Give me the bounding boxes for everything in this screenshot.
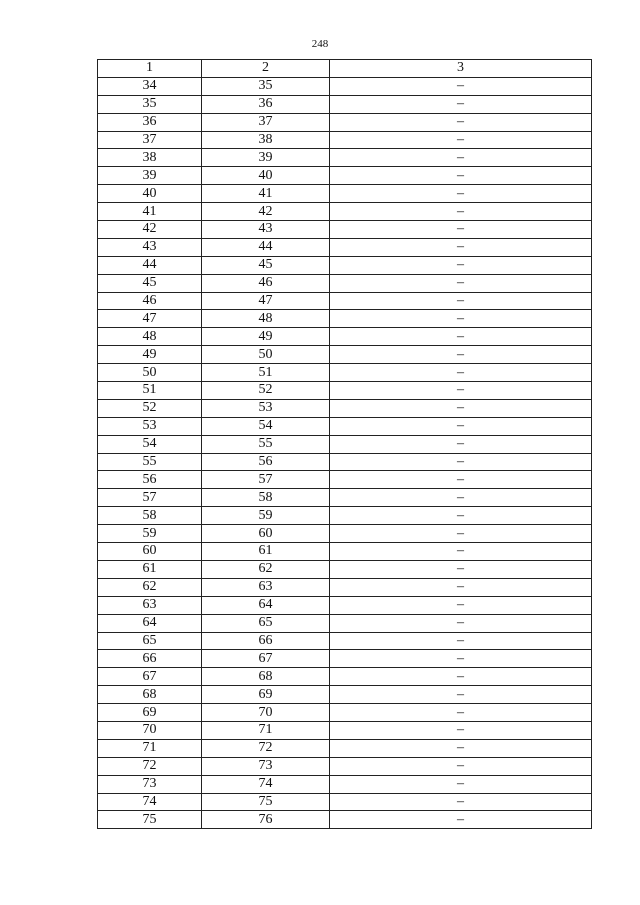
table-row (98, 149, 592, 167)
data-table (97, 59, 592, 829)
header-cell-col1: 1 (98, 60, 202, 78)
table-cell-col2: 54 (202, 417, 330, 435)
table-row (98, 346, 592, 364)
table-cell-col1: 73 (98, 775, 202, 793)
table-cell-col3: – (330, 238, 592, 256)
table-row (98, 274, 592, 292)
table-cell-col3: – (330, 328, 592, 346)
table-cell-col3: – (330, 149, 592, 167)
table-cell-col1: 72 (98, 757, 202, 775)
table-cell-col1: 44 (98, 256, 202, 274)
table-cell-col1: 57 (98, 489, 202, 507)
table-row (98, 95, 592, 113)
table-cell-col3: – (330, 77, 592, 95)
table-row (98, 364, 592, 382)
table-cell-col3: – (330, 632, 592, 650)
table-cell-col3: – (330, 668, 592, 686)
table-cell-col1: 48 (98, 328, 202, 346)
table-cell-col1: 47 (98, 310, 202, 328)
table-cell-col2: 48 (202, 310, 330, 328)
table-row (98, 560, 592, 578)
table-cell-col2: 43 (202, 221, 330, 239)
table-cell-col2: 35 (202, 77, 330, 95)
table-row (98, 507, 592, 525)
table-row (98, 811, 592, 829)
table-row (98, 704, 592, 722)
table-row (98, 614, 592, 632)
table-cell-col2: 63 (202, 578, 330, 596)
table-cell-col3: – (330, 560, 592, 578)
table-row (98, 578, 592, 596)
table-cell-col2: 71 (202, 721, 330, 739)
table-cell-col3: – (330, 221, 592, 239)
table-cell-col3: – (330, 113, 592, 131)
table-row (98, 399, 592, 417)
table-cell-col2: 56 (202, 453, 330, 471)
table-row (98, 203, 592, 221)
table-cell-col2: 73 (202, 757, 330, 775)
table-cell-col3: – (330, 453, 592, 471)
table-row (98, 417, 592, 435)
table-row (98, 77, 592, 95)
table-cell-col3: – (330, 274, 592, 292)
table-cell-col2: 37 (202, 113, 330, 131)
table-cell-col3: – (330, 364, 592, 382)
table-cell-col3: – (330, 596, 592, 614)
table-cell-col2: 38 (202, 131, 330, 149)
table-cell-col1: 45 (98, 274, 202, 292)
table-cell-col2: 39 (202, 149, 330, 167)
table-row (98, 525, 592, 543)
table-cell-col1: 41 (98, 203, 202, 221)
table-cell-col2: 76 (202, 811, 330, 829)
table-cell-col1: 67 (98, 668, 202, 686)
table-row (98, 596, 592, 614)
table-row (98, 668, 592, 686)
table-cell-col1: 55 (98, 453, 202, 471)
table-cell-col1: 39 (98, 167, 202, 185)
table-row (98, 221, 592, 239)
table-cell-col2: 59 (202, 507, 330, 525)
table-cell-col2: 72 (202, 739, 330, 757)
table-cell-col2: 50 (202, 346, 330, 364)
table-cell-col1: 66 (98, 650, 202, 668)
table-cell-col1: 46 (98, 292, 202, 310)
table-cell-col1: 69 (98, 704, 202, 722)
table-cell-col2: 67 (202, 650, 330, 668)
table-cell-col2: 66 (202, 632, 330, 650)
table-cell-col3: – (330, 167, 592, 185)
table-body (98, 60, 592, 829)
table-cell-col1: 70 (98, 721, 202, 739)
table-cell-col3: – (330, 811, 592, 829)
table-row (98, 489, 592, 507)
table-cell-col1: 59 (98, 525, 202, 543)
table-cell-col2: 58 (202, 489, 330, 507)
table-row (98, 435, 592, 453)
table-cell-col1: 52 (98, 399, 202, 417)
table-cell-col3: – (330, 507, 592, 525)
table-cell-col2: 74 (202, 775, 330, 793)
table-cell-col2: 36 (202, 95, 330, 113)
table-cell-col1: 60 (98, 543, 202, 561)
table-cell-col1: 40 (98, 185, 202, 203)
table-cell-col3: – (330, 704, 592, 722)
table-cell-col3: – (330, 382, 592, 400)
table-cell-col2: 69 (202, 686, 330, 704)
table-cell-col1: 68 (98, 686, 202, 704)
table-cell-col1: 34 (98, 77, 202, 95)
table-cell-col1: 51 (98, 382, 202, 400)
table-row (98, 167, 592, 185)
table-cell-col3: – (330, 346, 592, 364)
header-cell-col3: 3 (330, 60, 592, 78)
header-cell-col2: 2 (202, 60, 330, 78)
table-row (98, 739, 592, 757)
table-cell-col2: 61 (202, 543, 330, 561)
table-cell-col2: 47 (202, 292, 330, 310)
table-cell-col3: – (330, 95, 592, 113)
table-cell-col1: 50 (98, 364, 202, 382)
table-cell-col2: 42 (202, 203, 330, 221)
table-cell-col1: 38 (98, 149, 202, 167)
table-cell-col3: – (330, 256, 592, 274)
table-cell-col1: 64 (98, 614, 202, 632)
table-row (98, 310, 592, 328)
table-row (98, 757, 592, 775)
table-cell-col3: – (330, 793, 592, 811)
table-row (98, 113, 592, 131)
table-cell-col3: – (330, 721, 592, 739)
table-cell-col1: 54 (98, 435, 202, 453)
table-cell-col1: 49 (98, 346, 202, 364)
table-row (98, 793, 592, 811)
table-cell-col3: – (330, 131, 592, 149)
table-cell-col2: 53 (202, 399, 330, 417)
table-cell-col3: – (330, 417, 592, 435)
table-cell-col3: – (330, 525, 592, 543)
table-cell-col2: 44 (202, 238, 330, 256)
table-row (98, 328, 592, 346)
table-cell-col2: 40 (202, 167, 330, 185)
table-row (98, 185, 592, 203)
table-row (98, 632, 592, 650)
table-cell-col3: – (330, 471, 592, 489)
table-cell-col1: 37 (98, 131, 202, 149)
table-cell-col2: 60 (202, 525, 330, 543)
page-number: 248 (311, 38, 329, 50)
table-cell-col3: – (330, 578, 592, 596)
table-cell-col1: 75 (98, 811, 202, 829)
table-cell-col1: 53 (98, 417, 202, 435)
table-cell-col3: – (330, 650, 592, 668)
table-cell-col3: – (330, 775, 592, 793)
table-cell-col3: – (330, 489, 592, 507)
table-cell-col1: 63 (98, 596, 202, 614)
table-cell-col3: – (330, 435, 592, 453)
table-cell-col3: – (330, 686, 592, 704)
table-row (98, 238, 592, 256)
table-cell-col2: 68 (202, 668, 330, 686)
table-cell-col1: 74 (98, 793, 202, 811)
table-cell-col3: – (330, 739, 592, 757)
table-cell-col2: 70 (202, 704, 330, 722)
table-cell-col3: – (330, 399, 592, 417)
table-row (98, 453, 592, 471)
table-cell-col2: 62 (202, 560, 330, 578)
table-cell-col2: 41 (202, 185, 330, 203)
table-row (98, 686, 592, 704)
table-cell-col2: 75 (202, 793, 330, 811)
table-row (98, 650, 592, 668)
table-cell-col1: 42 (98, 221, 202, 239)
table-cell-col2: 45 (202, 256, 330, 274)
table-row (98, 471, 592, 489)
table-cell-col1: 56 (98, 471, 202, 489)
table-cell-col2: 49 (202, 328, 330, 346)
table-cell-col1: 43 (98, 238, 202, 256)
table-cell-col2: 52 (202, 382, 330, 400)
table-header-row (98, 60, 592, 78)
table-cell-col2: 64 (202, 596, 330, 614)
table-row (98, 292, 592, 310)
table-cell-col1: 58 (98, 507, 202, 525)
table-cell-col1: 62 (98, 578, 202, 596)
table-row (98, 256, 592, 274)
table-cell-col1: 65 (98, 632, 202, 650)
table-cell-col2: 55 (202, 435, 330, 453)
table-cell-col2: 57 (202, 471, 330, 489)
table-cell-col1: 36 (98, 113, 202, 131)
table-cell-col1: 35 (98, 95, 202, 113)
table-cell-col1: 61 (98, 560, 202, 578)
table-cell-col3: – (330, 310, 592, 328)
table-row (98, 721, 592, 739)
table-row (98, 131, 592, 149)
table-cell-col2: 46 (202, 274, 330, 292)
table-row (98, 775, 592, 793)
table-cell-col2: 51 (202, 364, 330, 382)
table-cell-col3: – (330, 757, 592, 775)
table-cell-col3: – (330, 185, 592, 203)
table-cell-col2: 65 (202, 614, 330, 632)
table-cell-col1: 71 (98, 739, 202, 757)
table-cell-col3: – (330, 292, 592, 310)
table-row (98, 382, 592, 400)
table-cell-col3: – (330, 543, 592, 561)
table-row (98, 543, 592, 561)
table-cell-col3: – (330, 203, 592, 221)
table-cell-col3: – (330, 614, 592, 632)
